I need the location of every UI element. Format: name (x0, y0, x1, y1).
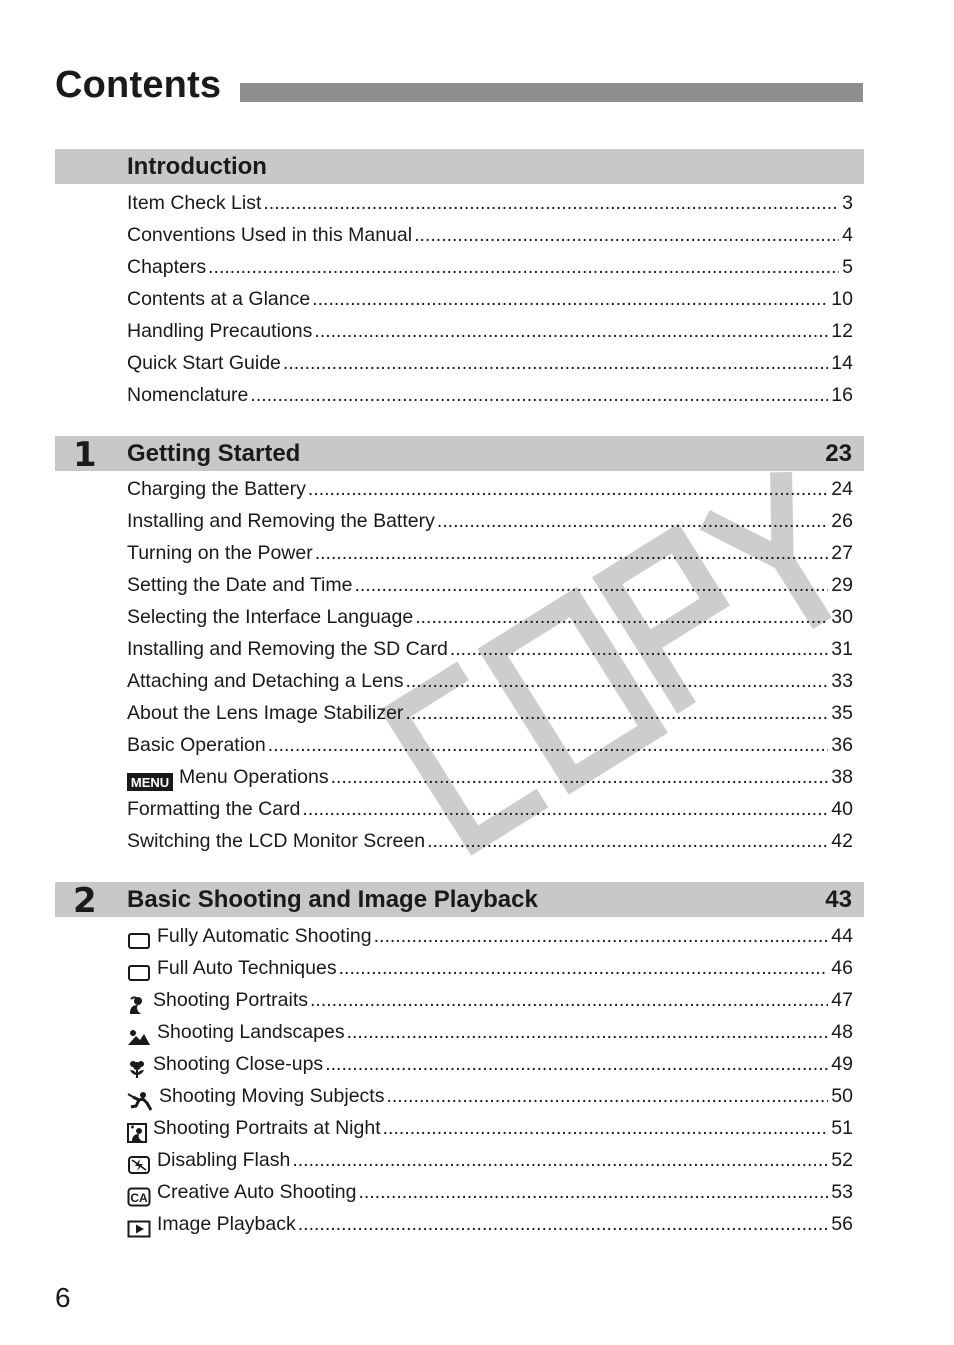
toc-entry-label: Shooting Close-ups (153, 1053, 324, 1075)
toc-entry-label: Setting the Date and Time (127, 574, 353, 596)
toc-entry-label: Attaching and Detaching a Lens (127, 670, 404, 692)
toc-entry-page: 3 (842, 192, 853, 214)
chapter-number: 2 (73, 881, 97, 921)
toc-entry-label: Turning on the Power (127, 542, 313, 564)
toc-entry-label: Shooting Portraits (153, 989, 309, 1011)
section-header-getting-started (55, 435, 864, 475)
toc-entry[interactable] (127, 606, 853, 638)
toc-entry-page: 47 (831, 989, 853, 1011)
flash-off-icon (127, 1155, 151, 1175)
close-up-icon (127, 1059, 147, 1079)
toc-entry[interactable] (127, 798, 853, 830)
toc-entry-label: Chapters (127, 256, 207, 278)
toc-entry-page: 40 (831, 798, 853, 820)
dot-leader (374, 925, 829, 948)
toc-entry-page: 48 (831, 1021, 853, 1043)
dot-leader (308, 478, 828, 501)
chapter-number: 1 (73, 435, 97, 475)
toc-entry[interactable] (127, 1181, 853, 1213)
toc-entry-label: Shooting Landscapes (157, 1021, 345, 1043)
toc-entry[interactable] (127, 1021, 853, 1053)
section-title: Introduction (127, 153, 267, 180)
toc-entry[interactable] (127, 288, 853, 320)
toc-entry-label: Shooting Moving Subjects (159, 1085, 385, 1107)
toc-entry-page: 49 (831, 1053, 853, 1075)
toc-entry-label: Menu Operations (179, 766, 329, 788)
toc-entry[interactable] (127, 256, 853, 288)
toc-entry[interactable] (127, 384, 853, 416)
page-number: 6 (55, 1282, 71, 1313)
toc-entry[interactable] (127, 1053, 853, 1085)
landscape-icon (127, 1028, 151, 1046)
toc-entry-label: Handling Precautions (127, 320, 313, 342)
creative-auto-icon (127, 1187, 151, 1207)
night-portrait-icon (127, 1123, 147, 1143)
toc-entry[interactable] (127, 542, 853, 574)
dot-leader (339, 957, 829, 980)
dot-leader (325, 1053, 828, 1076)
toc-entry-page: 24 (831, 478, 853, 500)
toc-entry-page: 36 (831, 734, 853, 756)
toc-entry-page: 5 (842, 256, 853, 278)
toc-entry-page: 31 (831, 638, 853, 660)
svg-text:CA: CA (130, 1191, 148, 1205)
dot-leader (354, 574, 828, 597)
toc-entry[interactable] (127, 830, 853, 862)
toc-entry-page: 51 (831, 1117, 853, 1139)
toc-entry[interactable] (127, 320, 853, 352)
toc-entry-label: Disabling Flash (157, 1149, 291, 1171)
toc-entry[interactable] (127, 1213, 853, 1245)
toc-entry-page: 38 (831, 766, 853, 788)
toc-entry[interactable] (127, 1149, 853, 1181)
dot-leader (312, 288, 828, 311)
dot-leader (315, 542, 829, 565)
dot-leader (302, 798, 828, 821)
toc-entry-page: 14 (831, 352, 853, 374)
sports-icon (127, 1091, 153, 1111)
toc-entry-label: Nomenclature (127, 384, 249, 406)
toc-entry-label: Creative Auto Shooting (157, 1181, 357, 1203)
section-title: Basic Shooting and Image Playback (127, 886, 538, 913)
toc-entry[interactable] (127, 638, 853, 670)
dot-leader (437, 510, 828, 533)
svg-text:MENU: MENU (130, 775, 170, 790)
toc-entry-page: 44 (831, 925, 853, 947)
page-title: Contents (55, 64, 222, 106)
toc-entry-label: Fully Automatic Shooting (157, 925, 372, 947)
toc-entry-page: 4 (842, 224, 853, 246)
toc-entry[interactable] (127, 670, 853, 702)
toc-entry[interactable] (127, 957, 853, 989)
toc-entry-page: 10 (831, 288, 853, 310)
dot-leader (310, 989, 828, 1012)
toc-entry-label: About the Lens Image Stabilizer (127, 702, 404, 724)
toc-entry-page: 35 (831, 702, 853, 724)
toc-entry-label: Selecting the Interface Language (127, 606, 414, 628)
dot-leader (405, 702, 828, 725)
toc-entry-label: Shooting Portraits at Night (153, 1117, 381, 1139)
toc-entry[interactable] (127, 352, 853, 384)
toc-entry[interactable] (127, 1085, 853, 1117)
dot-leader (331, 766, 829, 789)
toc-entry-page: 16 (831, 384, 853, 406)
toc-entry-page: 50 (831, 1085, 853, 1107)
dot-leader (314, 320, 828, 343)
full-auto-icon (127, 964, 151, 982)
toc-entry-page: 46 (831, 957, 853, 979)
toc-entry[interactable] (127, 766, 853, 798)
playback-icon (127, 1220, 151, 1238)
dot-leader (208, 256, 839, 279)
dot-leader (358, 1181, 828, 1204)
section-title: Getting Started (127, 440, 301, 467)
title-rule (240, 83, 863, 102)
toc-entry-label: Installing and Removing the SD Card (127, 638, 448, 660)
toc-entry[interactable] (127, 1117, 853, 1149)
section-page: 43 (825, 886, 852, 913)
toc-entry-page: 30 (831, 606, 853, 628)
dot-leader (427, 830, 828, 853)
dot-leader (414, 224, 839, 247)
toc-entry[interactable] (127, 192, 853, 224)
toc-list-basic-shooting (127, 925, 853, 1245)
toc-list-introduction (127, 192, 853, 416)
toc-entry-page: 27 (831, 542, 853, 564)
menu-icon (127, 773, 173, 791)
dot-leader (268, 734, 829, 757)
toc-entry[interactable] (127, 510, 853, 542)
dot-leader (283, 352, 828, 375)
dot-leader (292, 1149, 828, 1172)
toc-entry[interactable] (127, 925, 853, 957)
toc-entry-page: 29 (831, 574, 853, 596)
dot-leader (415, 606, 828, 629)
toc-entry-label: Installing and Removing the Battery (127, 510, 435, 532)
dot-leader (386, 1085, 828, 1108)
dot-leader (450, 638, 828, 661)
dot-leader (347, 1021, 829, 1044)
dot-leader (250, 384, 828, 407)
full-auto-icon (127, 932, 151, 950)
toc-entry[interactable] (127, 224, 853, 256)
section-header-basic-shooting (55, 881, 864, 921)
toc-entry-label: Basic Operation (127, 734, 266, 756)
toc-entry[interactable] (127, 574, 853, 606)
dot-leader (383, 1117, 829, 1140)
dot-leader (263, 192, 839, 215)
toc-entry-page: 42 (831, 830, 853, 852)
toc-entry-label: Switching the LCD Monitor Screen (127, 830, 426, 852)
toc-entry-page: 52 (831, 1149, 853, 1171)
toc-list-getting-started (127, 478, 853, 862)
toc-entry[interactable] (127, 734, 853, 766)
toc-entry-label: Formatting the Card (127, 798, 301, 820)
section-header-introduction (55, 149, 864, 184)
toc-entry-label: Charging the Battery (127, 478, 306, 500)
toc-entry[interactable] (127, 478, 853, 510)
dot-leader (298, 1213, 829, 1236)
toc-entry[interactable] (127, 702, 853, 734)
toc-entry-page: 26 (831, 510, 853, 532)
toc-entry-page: 53 (831, 1181, 853, 1203)
toc-entry-label: Quick Start Guide (127, 352, 281, 374)
toc-entry-page: 33 (831, 670, 853, 692)
toc-entry-label: Contents at a Glance (127, 288, 311, 310)
portrait-icon (127, 995, 147, 1015)
toc-entry-label: Item Check List (127, 192, 262, 214)
toc-entry[interactable] (127, 989, 853, 1021)
section-page: 23 (825, 440, 852, 467)
dot-leader (405, 670, 828, 693)
toc-entry-page: 56 (831, 1213, 853, 1235)
toc-entry-label: Image Playback (157, 1213, 296, 1235)
toc-entry-label: Conventions Used in this Manual (127, 224, 413, 246)
toc-entry-label: Full Auto Techniques (157, 957, 337, 979)
toc-entry-page: 12 (831, 320, 853, 342)
